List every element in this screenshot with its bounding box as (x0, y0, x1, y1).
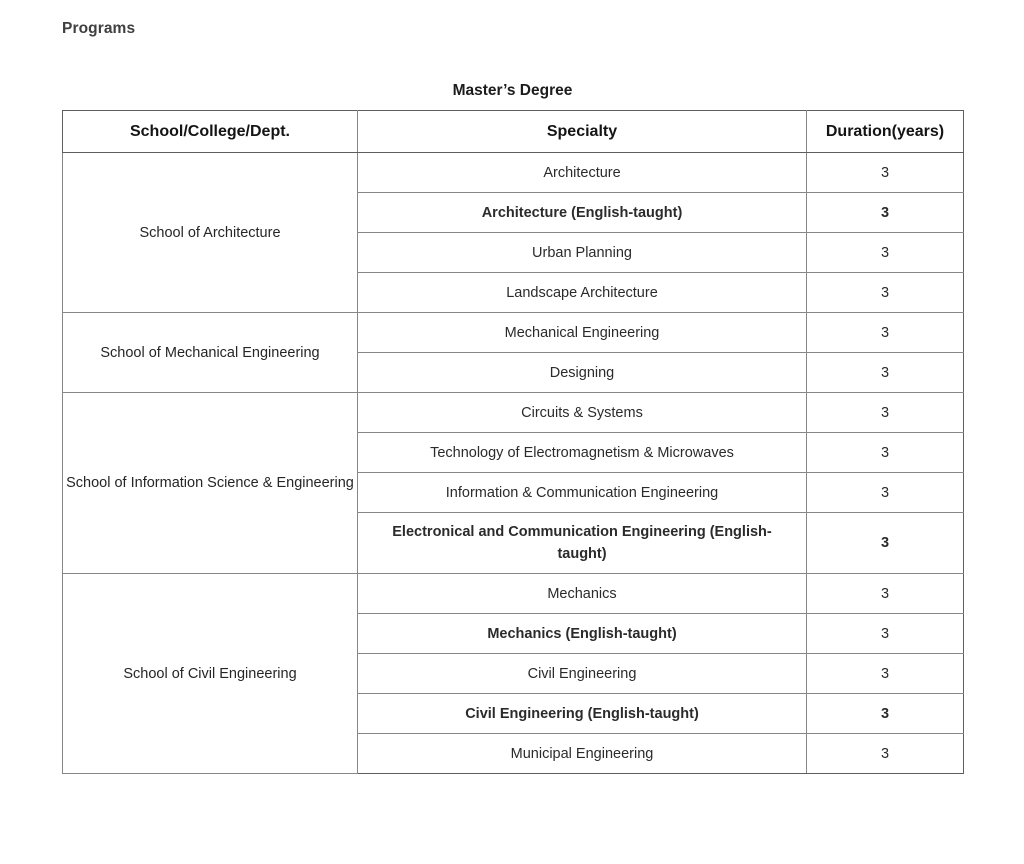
specialty-cell: Electronical and Communication Engineering (English-taught) (358, 513, 807, 574)
duration-cell: 3 (807, 614, 964, 654)
specialty-cell: Mechanical Engineering (358, 313, 807, 353)
duration-cell: 3 (807, 694, 964, 734)
school-cell: School of Architecture (63, 153, 358, 313)
specialty-cell: Architecture (English-taught) (358, 193, 807, 233)
duration-cell: 3 (807, 353, 964, 393)
column-header-school: School/College/Dept. (63, 111, 358, 153)
table-title: Master’s Degree (452, 82, 573, 99)
table-row (63, 574, 964, 614)
programs-table (62, 110, 964, 774)
page-title: Programs (62, 20, 136, 37)
duration-cell: 3 (807, 393, 964, 433)
duration-cell: 3 (807, 654, 964, 694)
specialty-cell: Mechanics (English-taught) (358, 614, 807, 654)
specialty-cell: Urban Planning (358, 233, 807, 273)
specialty-cell: Circuits & Systems (358, 393, 807, 433)
duration-cell: 3 (807, 273, 964, 313)
column-header-specialty: Specialty (358, 111, 807, 153)
duration-cell: 3 (807, 193, 964, 233)
table-row (63, 313, 964, 353)
duration-cell: 3 (807, 574, 964, 614)
specialty-cell: Civil Engineering (358, 654, 807, 694)
specialty-cell: Designing (358, 353, 807, 393)
specialty-cell: Technology of Electromagnetism & Microwaves (358, 433, 807, 473)
duration-cell: 3 (807, 433, 964, 473)
specialty-cell: Civil Engineering (English-taught) (358, 694, 807, 734)
specialty-cell: Municipal Engineering (358, 734, 807, 774)
duration-cell: 3 (807, 153, 964, 193)
table-header (63, 111, 964, 153)
table-row (63, 393, 964, 433)
duration-cell: 3 (807, 734, 964, 774)
school-cell: School of Civil Engineering (63, 574, 358, 774)
duration-cell: 3 (807, 233, 964, 273)
duration-cell: 3 (807, 313, 964, 353)
table-row (63, 153, 964, 193)
duration-cell: 3 (807, 513, 964, 574)
column-header-duration: Duration(years) (807, 111, 964, 153)
duration-cell: 3 (807, 473, 964, 513)
specialty-cell: Landscape Architecture (358, 273, 807, 313)
school-cell: School of Information Science & Engineering (63, 393, 358, 574)
table-body (63, 153, 964, 774)
table-header-row (63, 111, 964, 153)
specialty-cell: Architecture (358, 153, 807, 193)
specialty-cell: Information & Communication Engineering (358, 473, 807, 513)
specialty-cell: Mechanics (358, 574, 807, 614)
school-cell: School of Mechanical Engineering (63, 313, 358, 393)
